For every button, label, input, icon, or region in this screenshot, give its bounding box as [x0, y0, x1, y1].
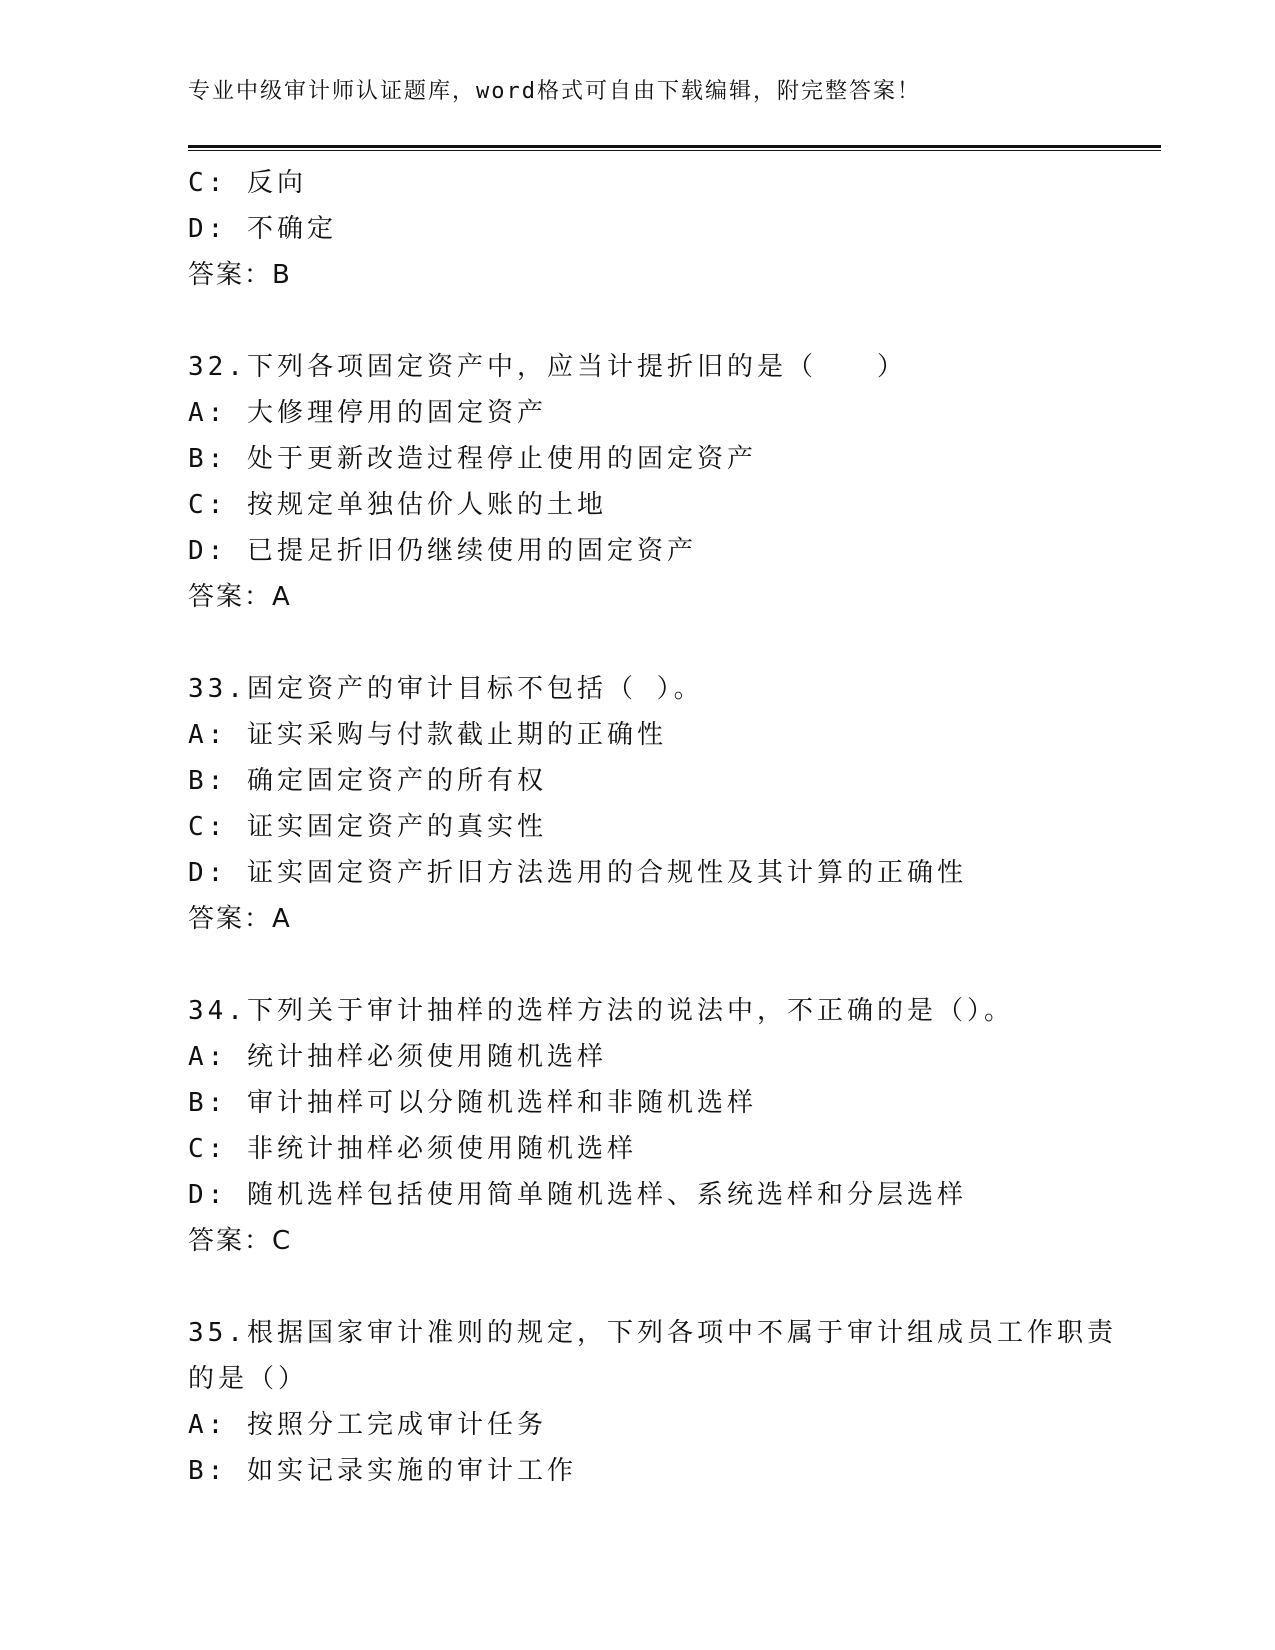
- answer-line: 答案：A: [188, 904, 292, 934]
- spacer: [188, 1264, 1148, 1310]
- option-c: C: 证实固定资产的真实性: [188, 812, 547, 842]
- page-header: 专业中级审计师认证题库，word格式可自由下载编辑，附完整答案！: [188, 79, 921, 104]
- option-b: B: 处于更新改造过程停止使用的固定资产: [188, 444, 757, 474]
- option-c: C: 非统计抽样必须使用随机选样: [188, 1134, 637, 1164]
- option-c: C: 按规定单独估价人账的土地: [188, 490, 607, 520]
- option-d: D: 随机选样包括使用简单随机选样、系统选样和分层选样: [188, 1180, 967, 1210]
- spacer: [188, 298, 1148, 344]
- question-stem: 35.根据国家审计准则的规定，下列各项中不属于审计组成员工作职责: [188, 1318, 1117, 1348]
- option-a: A: 按照分工完成审计任务: [188, 1410, 547, 1440]
- option-b: B: 确定固定资产的所有权: [188, 766, 547, 796]
- option-c: C: 反向: [188, 168, 307, 198]
- question-stem-continued: 的是（）: [188, 1364, 309, 1394]
- option-b: B: 审计抽样可以分随机选样和非随机选样: [188, 1088, 757, 1118]
- spacer: [188, 942, 1148, 988]
- header-divider: [188, 145, 1161, 151]
- question-stem: 32.下列各项固定资产中，应当计提折旧的是（ ）: [188, 352, 907, 382]
- option-d: D: 证实固定资产折旧方法选用的合规性及其计算的正确性: [188, 858, 967, 888]
- question-list: [188, 160, 1148, 1494]
- question-stem: 33.固定资产的审计目标不包括（ ）。: [188, 674, 704, 704]
- option-d: D: 不确定: [188, 214, 337, 244]
- option-d: D: 已提足折旧仍继续使用的固定资产: [188, 536, 697, 566]
- answer-line: 答案：B: [188, 260, 292, 290]
- option-a: A: 统计抽样必须使用随机选样: [188, 1042, 607, 1072]
- spacer: [188, 620, 1148, 666]
- option-a: A: 大修理停用的固定资产: [188, 398, 547, 428]
- answer-line: 答案：A: [188, 582, 292, 612]
- option-a: A: 证实采购与付款截止期的正确性: [188, 720, 667, 750]
- question-stem: 34.下列关于审计抽样的选样方法的说法中，不正确的是（）。: [188, 996, 1014, 1026]
- answer-line: 答案：C: [188, 1226, 293, 1256]
- option-b: B: 如实记录实施的审计工作: [188, 1456, 577, 1486]
